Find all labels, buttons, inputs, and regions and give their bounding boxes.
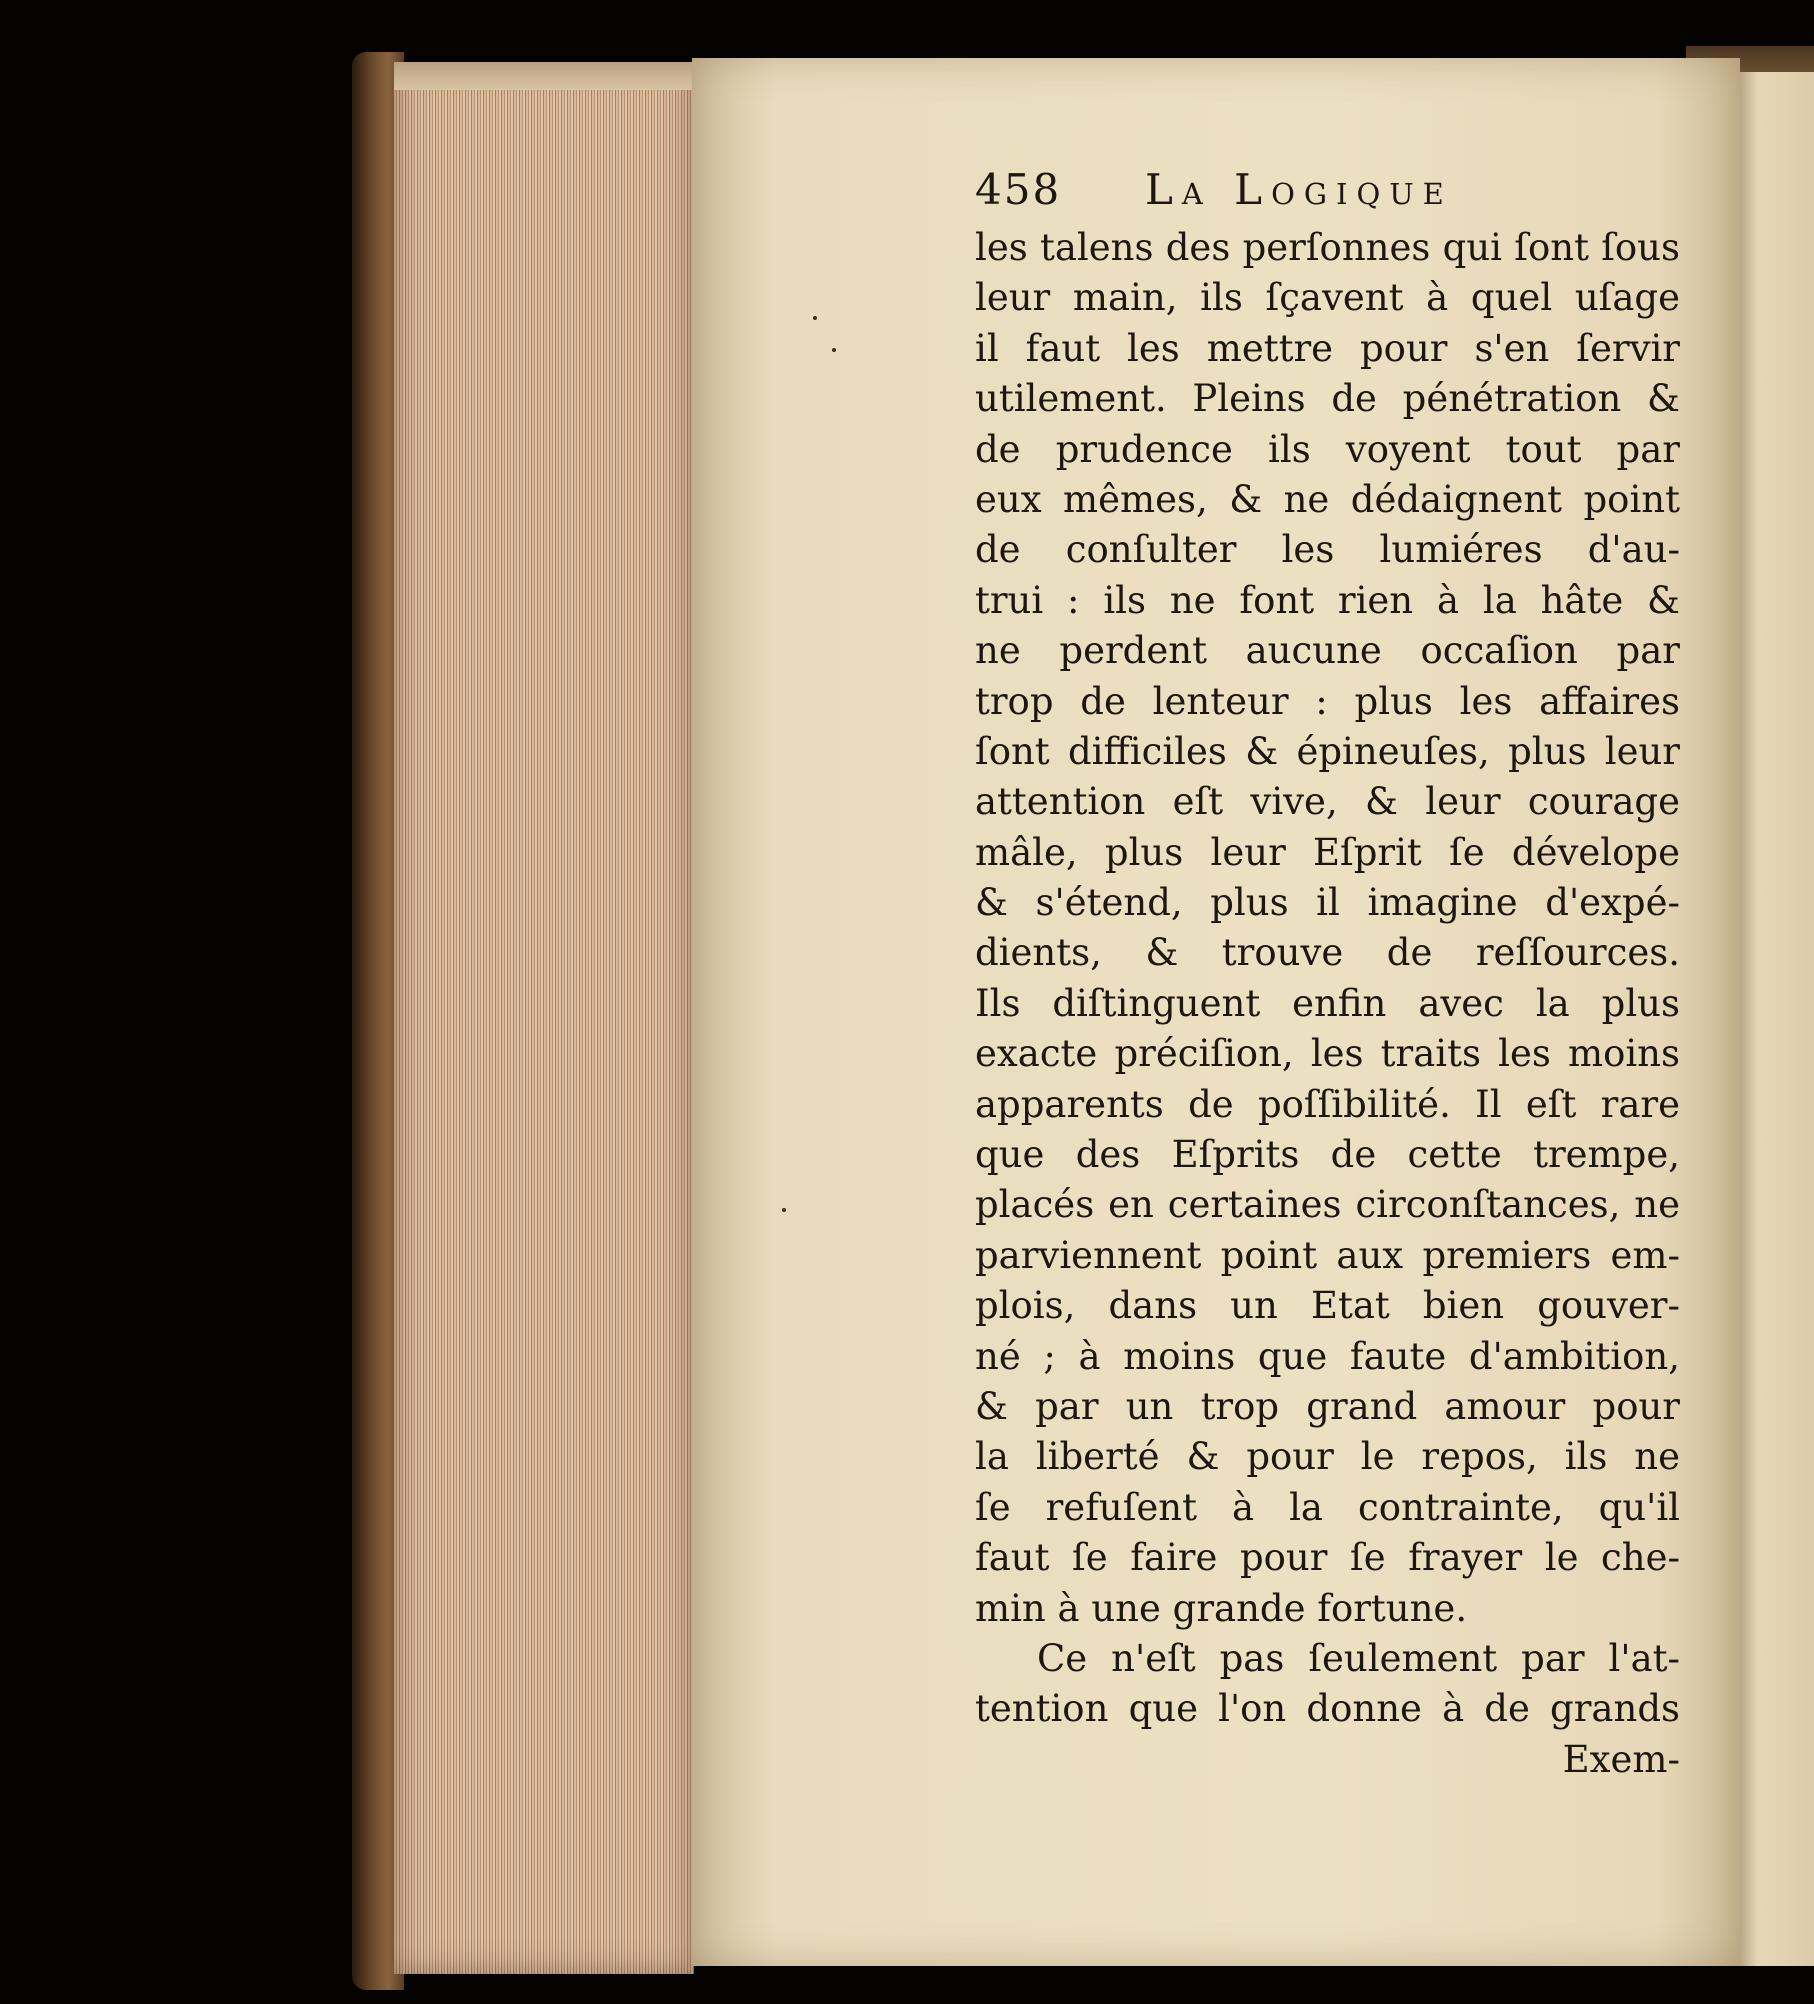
page-number: 458 [975, 165, 1062, 214]
running-head [975, 165, 1680, 223]
text-line: Ils diſtinguent enfin avec la plus [975, 981, 1680, 1025]
facing-page-edge [1734, 72, 1814, 1966]
text-line: attention eſt vive, & leur courage [975, 780, 1680, 824]
text-line: que des Eſprits de cette trempe, [975, 1133, 1680, 1177]
text-line: mâle, plus leur Eſprit ſe dévelope [975, 830, 1680, 874]
text-line: né ; à moins que faute d'ambition, [975, 1334, 1680, 1378]
text-line: ne perdent aucune occaſion par [975, 629, 1680, 673]
text-line: parviennent point aux premiers em- [975, 1233, 1680, 1277]
text-line: trop de lenteur : plus les affaires [975, 679, 1680, 723]
text-line: tention que l'on donne à de grands [975, 1687, 1680, 1731]
text-line: trui : ils ne font rien à la hâte & [975, 578, 1680, 622]
text-line: les talens des perſonnes qui ſont ſous [975, 226, 1680, 269]
page-speck [782, 1208, 786, 1212]
text-line: il faut les mettre pour s'en ſervir [975, 326, 1680, 370]
text-line: ſont difficiles & épineuſes, plus leur [975, 729, 1680, 773]
text-line: & par un trop grand amour pour [975, 1384, 1680, 1428]
text-line: dients, & trouve de reſſources. [975, 931, 1680, 975]
page-text [975, 165, 1680, 1785]
running-title: La Logique [1145, 165, 1453, 214]
page-speck [813, 316, 817, 320]
page-edges [394, 62, 694, 1974]
text-line: leur main, ils ſçavent à quel uſage [975, 276, 1680, 320]
text-line: apparents de poſſibilité. Il eſt rare [975, 1082, 1680, 1126]
text-line: de conſulter les lumiéres d'au- [975, 528, 1680, 572]
page-speck [832, 348, 836, 352]
text-line: de prudence ils voyent tout par [975, 427, 1680, 471]
text-line: eux mêmes, & ne dédaignent point [975, 477, 1680, 521]
text-line: placés en certaines circonſtances, ne [975, 1183, 1680, 1227]
page-edges-top [394, 62, 694, 90]
text-line: ſe refuſent à la contrainte, qu'il [975, 1485, 1680, 1529]
text-line: la liberté & pour le repos, ils ne [975, 1435, 1680, 1479]
text-line: faut ſe faire pour ſe frayer le che- [975, 1536, 1680, 1580]
paragraph-end-line: min à une grande fortune. [975, 1586, 1468, 1630]
text-line: plois, dans un Etat bien gouver- [975, 1284, 1680, 1328]
text-line: exacte préciſion, les traits les moins [975, 1032, 1680, 1076]
text-line: & s'étend, plus il imagine d'expé- [975, 881, 1680, 925]
paragraph-start-line: Ce n'eſt pas ſeulement par l'at- [1037, 1636, 1680, 1680]
text-line: utilement. Pleins de pénétration & [975, 377, 1680, 421]
catchword: Exem- [1562, 1737, 1680, 1781]
